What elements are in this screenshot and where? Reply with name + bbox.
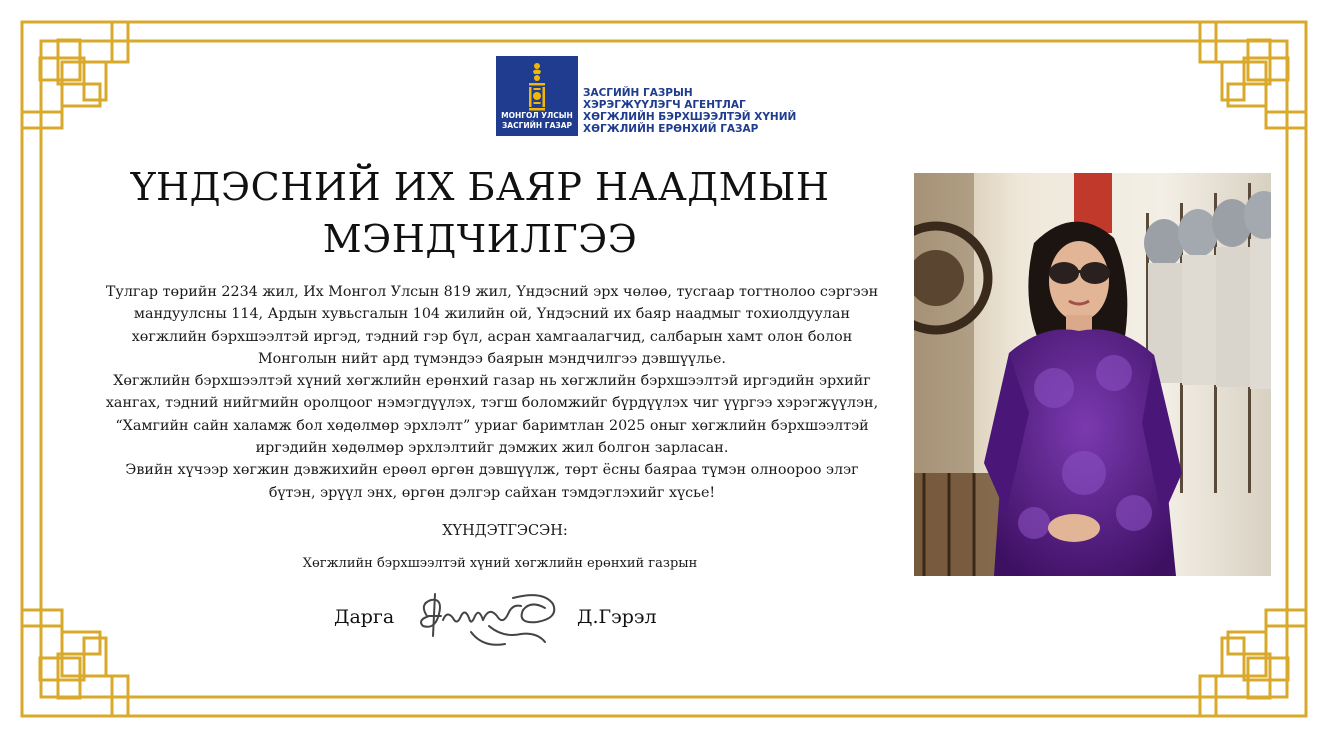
logo-caption-line: МОНГОЛ УЛСЫН [501,111,573,120]
body-line: Эвийн хүчээр хөгжин дэвжихийн ерөөл өргөн дэвшүүлж, төрт ёсны баяраа түмэн олноороо элэг [125,462,859,479]
title-line: ҮНДЭСНИЙ ИХ БАЯР НААДМЫН [130,165,830,209]
organization-line: Хөгжлийн бэрхшээлтэй хүний хөгжлийн ерөнхий газрын [302,556,698,571]
signer-name: Д.Гэрэл [577,606,657,628]
agency-line: ХЭРЭГЖҮҮЛЭГЧ АГЕНТЛАГ [583,99,746,111]
body-line: мандуулсны 114, Ардын хувьсгалын 104 жилийн ой, Үндэсний их баяр наадмыг тохиолдуулан [133,306,851,323]
body-line: Хөгжлийн бэрхшээлтэй хүний хөгжлийн ерөнхий газар нь хөгжлийн бэрхшээлтэй иргэдийн эрхийг [113,373,871,390]
respectfully-label: ХҮНДЭТГЭСЭН: [442,523,568,539]
body-line: хангах, тэдний нийгмийн оролцоог нэмэгдүүлэх, тэгш боломжийг бүрдүүлэх чиг үүргээ хэрэгжүүлэн, [105,395,879,412]
agency-line: ЗАСГИЙН ГАЗРЫН [583,87,693,99]
logo-caption [496,111,578,131]
body-line: Монголын нийт ард түмэндээ баярын мэндчилгээ дэвшүүлье. [258,350,726,367]
agency-line: ХӨГЖЛИЙН БЭРХШЭЭЛТЭЙ ХҮНИЙ [583,111,797,123]
body-line: бүтэн, эрүүл энх, өргөн дэлгэр сайхан тэмдэглэхийг хүсье! [268,484,716,501]
greeting-body [72,281,912,504]
signer-position: Дарга [334,606,395,628]
body-line: иргэдийн хөдөлмөр эрхлэлтийг дэмжих жил болгон зарласан. [255,440,729,457]
page-title [110,161,850,265]
portrait-illustration [914,173,1271,576]
portrait-photo [914,173,1271,576]
body-line: “Хамгийн сайн халамж бол хөдөлмөр эрхлэлт” уриаг баримтлан 2025 оныг хөгжлийн бэрхшээлтэй [115,417,869,434]
agency-name [583,87,796,135]
body-line: хөгжлийн бэрхшээлтэй иргэд, тэдний гэр бүл, асран хамгаалагчид, салбарын хамт олон болон [131,328,853,345]
soyombo-emblem-icon [496,58,578,114]
body-line: Тулгар төрийн 2234 жил, Их Монгол Улсын 819 жил, Үндэсний эрх чөлөө, тусгаар тогтнолоо сэргээн [105,284,879,300]
agency-line: ХӨГЖЛИЙН ЕРӨНХИЙ ГАЗАР [583,123,759,135]
title-line: МЭНДЧИЛГЭЭ [322,217,638,261]
logo-caption-line: ЗАСГИЙН ГАЗАР [501,121,573,130]
handwritten-signature [413,586,563,654]
government-logo [496,56,578,136]
